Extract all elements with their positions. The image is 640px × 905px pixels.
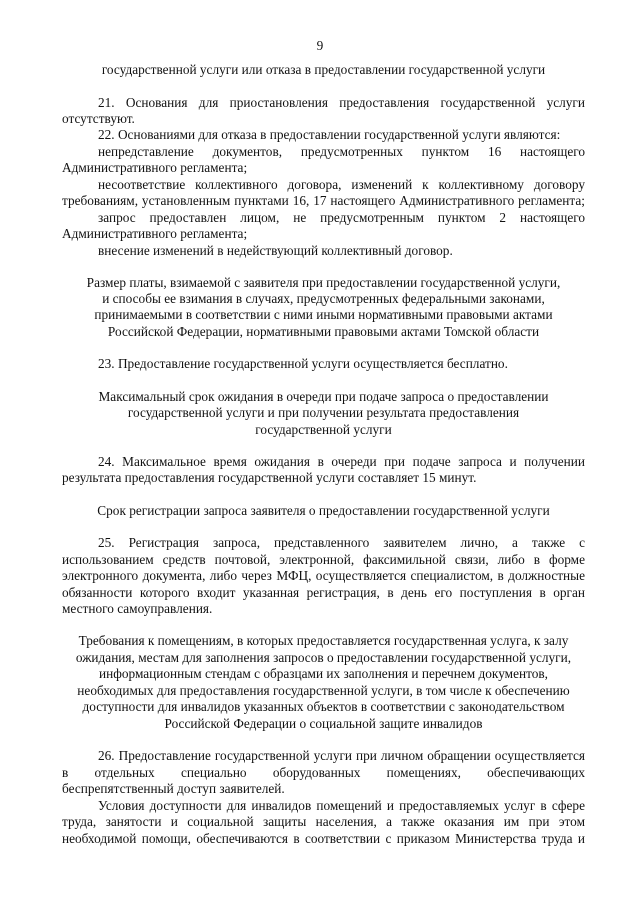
text-line: требованиям, установленным пунктами 16, 17 настоящего Административного регламента; (62, 193, 585, 208)
text-line: 21. Основания для приостановления предоставления государственной услуги (98, 95, 585, 110)
text-line: государственной услуги (255, 422, 392, 437)
text-line: Российской Федерации о социальной защите инвалидов (164, 716, 483, 731)
text-line: доступности для инвалидов указанных объектов в соответствии с законодательством (82, 699, 565, 714)
text-line: принимаемыми в соответствии с ними иными нормативными правовыми актами (94, 307, 553, 322)
page-number: 9 (316, 38, 324, 53)
text-line: информационным стендам с образцами их заполнения и перечнем документов, (99, 666, 548, 681)
text-line: непредставление документов, предусмотренных пунктом 16 настоящего (98, 144, 585, 159)
text-line: Максимальный срок ожидания в очереди при подаче запроса о предоставлении (98, 389, 549, 404)
text-line: местного самоуправления. (62, 601, 213, 616)
text-line: 26. Предоставление государственной услуги при личном обращении осуществляется (98, 748, 585, 763)
text-line: Российской Федерации, нормативными правовыми актами Томской области (107, 324, 540, 339)
text-line: 22. Основаниями для отказа в предоставлении государственной услуги являются: (98, 127, 561, 142)
text-line: Административного регламента; (62, 160, 248, 175)
text-line: государственной услуги или отказа в предоставлении государственной услуги (101, 62, 546, 77)
text-line: Требования к помещениям, в которых предоставляется государственная услуга, к залу (78, 633, 569, 648)
text-line: Размер платы, взимаемой с заявителя при предоставлении государственной услуги, (86, 275, 561, 290)
text-line: необходимых для предоставления государственной услуги, в том числе к обеспечению (77, 683, 570, 698)
text-line: государственной услуги и при получении результата предоставления (127, 405, 520, 420)
text-line: Административного регламента; (62, 226, 248, 241)
text-line: результата предоставления государственной услуги составляет 15 минут. (62, 470, 477, 485)
text-line: электронного документа, либо через МФЦ, осуществляется специалистом, в должностные (62, 568, 585, 583)
text-line: ожидания, местам для заполнения запросов о предоставлении государственной услуги, (75, 650, 572, 665)
text-line: запрос предоставлен лицом, не предусмотренным пунктом 2 настоящего (98, 210, 585, 225)
text-line: 23. Предоставление государственной услуги осуществляется бесплатно. (98, 356, 508, 371)
text-line: Условия доступности для инвалидов помещений и предоставляемых услуг в сфере (98, 798, 585, 813)
text-line: обязанности которого входит указанная регистрация, в день его поступления в орган (62, 585, 585, 600)
text-line: использованием средств почтовой, электронной, факсимильной связи, либо в форме (62, 552, 585, 567)
text-line: беспрепятственный доступ заявителей. (62, 781, 285, 796)
text-line: и способы ее взимания в случаях, предусмотренных федеральными законами, (102, 291, 545, 306)
text-line: необходимой помощи, обеспечиваются в соответствии с приказом Министерства труда и (62, 831, 585, 846)
text-line: несоответствие коллективного договора, изменений к коллективному договору (98, 177, 585, 192)
text-line: 25. Регистрация запроса, представленного заявителем лично, а также с (98, 535, 585, 550)
text-line: отсутствуют. (62, 111, 135, 126)
text-line: труда, занятости и социальной защиты населения, а также оказания им при этом (62, 814, 585, 829)
text-line: Срок регистрации запроса заявителя о предоставлении государственной услуги (97, 503, 550, 518)
text-line: 24. Максимальное время ожидания в очереди при подаче запроса и получении (98, 454, 585, 469)
text-line: в отдельных специально оборудованных помещениях, обеспечивающих (62, 765, 585, 780)
text-line: внесение изменений в недействующий коллективный договор. (98, 243, 453, 258)
